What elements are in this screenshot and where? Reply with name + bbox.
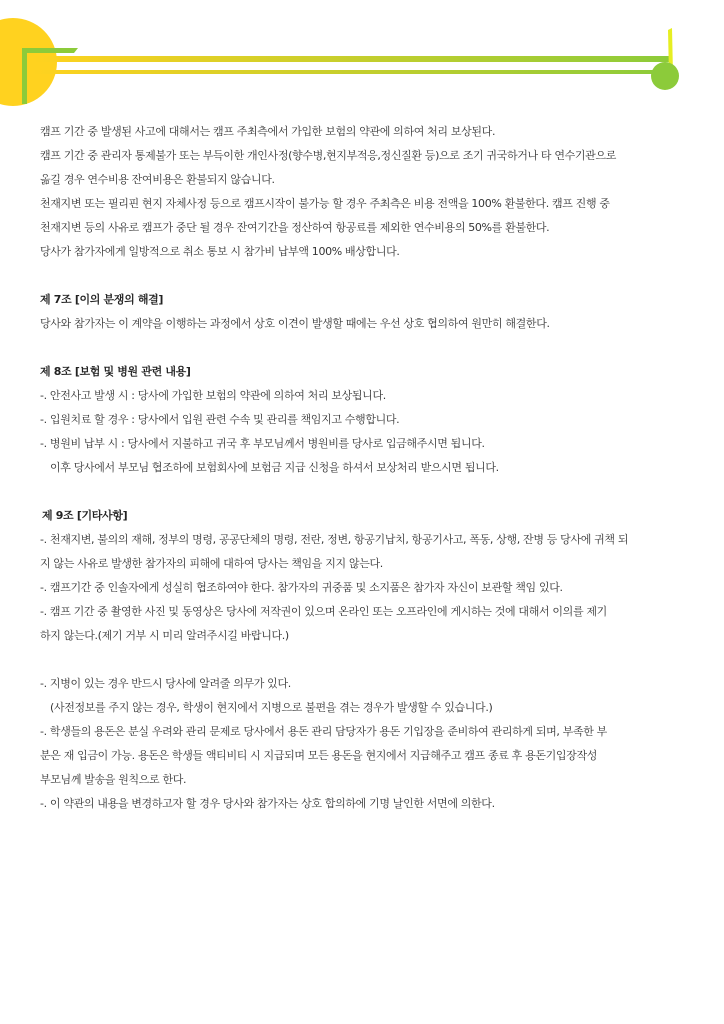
text-line: 당사가 참가자에게 일방적으로 취소 통보 시 참가비 납부액 100% 배상합니다. — [40, 245, 400, 258]
text-line: 지 않는 사유로 발생한 참가자의 피해에 대하여 당사는 책임을 지지 않는다. — [40, 557, 383, 570]
text-line: 분은 재 입금이 가능. 용돈은 학생들 액티비티 시 지급되며 모든 용돈을 현지에서 지급해주고 캠프 종료 후 용돈기입장작성 — [40, 749, 598, 762]
gradient-top-rule — [34, 56, 672, 62]
rule-left-tick — [32, 58, 35, 74]
text-line: 옮길 경우 연수비용 잔여비용은 환불되지 않습니다. — [40, 173, 275, 186]
text-line: 당사와 참가자는 이 계약을 이행하는 과정에서 상호 이견이 발생할 때에는 우선 상호 협의하여 원만히 해결한다. — [40, 317, 550, 330]
text-line: 천재지변 또는 필리핀 현지 자체사정 등으로 캠프시작이 불가능 할 경우 주최측은 비용 전액을 100% 환불한다. 캠프 진행 중 — [40, 197, 610, 210]
refund-section — [40, 120, 685, 264]
text-line: -. 천재지변, 불의의 재해, 정부의 명령, 공공단체의 명령, 전란, 정변, 항공기납치, 항공기사고, 폭동, 상행, 잔병 등 당사에 귀책 되 — [40, 533, 629, 546]
text-line: 부모님께 발송을 원칙으로 한다. — [40, 773, 187, 786]
gradient-bottom-rule — [32, 70, 664, 74]
text-line: 이후 당사에서 부모님 협조하에 보험회사에 보험금 지급 신청을 하셔서 보상처리 받으시면 됩니다. — [50, 461, 499, 474]
additional-notes-section — [40, 672, 685, 816]
text-line: -. 학생들의 용돈은 분실 우려와 관리 문제로 당사에서 용돈 관리 담당자가 용돈 기입장을 준비하여 관리하게 되며, 부족한 부 — [40, 725, 607, 738]
header-decoration — [0, 0, 724, 120]
text-line: 하지 않는다.(제기 거부 시 미리 알려주시길 바랍니다.) — [40, 629, 289, 642]
text-line: 캠프 기간 중 발생된 사고에 대해서는 캠프 주최측에서 가입한 보험의 약관에 의하여 처리 보상된다. — [40, 125, 496, 138]
text-line: -. 안전사고 발생 시 : 당사에 가입한 보험의 약관에 의하여 처리 보상됩니다. — [40, 389, 386, 402]
text-line: 캠프 기간 중 관리자 통제불가 또는 부득이한 개인사정(향수병,현지부적응,정신질환 등)으로 조기 귀국하거나 타 연수기관으로 — [40, 149, 617, 162]
text-line: -. 지병이 있는 경우 반드시 당사에 알려줄 의무가 있다. — [40, 677, 291, 690]
terms-content — [40, 120, 685, 816]
text-line: 천재지변 등의 사유로 캠프가 중단 될 경우 잔여기간을 정산하여 항공료를 제외한 연수비용의 50%를 환불한다. — [40, 221, 550, 234]
text-line: -. 캠프 기간 중 촬영한 사진 및 동영상은 당사에 저작권이 있으며 온라인 또는 오프라인에 게시하는 것에 대해서 이의를 제기 — [40, 605, 607, 618]
text-line: -. 이 약관의 내용을 변경하고자 할 경우 당사와 참가자는 상호 합의하에 기명 날인한 서면에 의한다. — [40, 797, 495, 810]
green-dot-shape — [651, 62, 679, 90]
article-9-section — [40, 504, 685, 648]
article-9-heading: 제 9조 [기타사항] — [42, 509, 128, 522]
article-8-section — [40, 360, 685, 480]
text-line: -. 병원비 납부 시 : 당사에서 지불하고 귀국 후 부모님께서 병원비를 당사로 입금해주시면 됩니다. — [40, 437, 485, 450]
text-line: -. 입원치료 할 경우 : 당사에서 입원 관련 수속 및 관리를 책임지고 수행합니다. — [40, 413, 400, 426]
article-7-heading: 제 7조 [이의 분쟁의 해결] — [40, 293, 164, 306]
text-line: -. 캠프기간 중 인솔자에게 성실히 협조하여야 한다. 참가자의 귀중품 및 소지품은 참가자 자신이 보관할 책임 있다. — [40, 581, 563, 594]
article-7-section — [40, 288, 685, 336]
text-line: (사전정보를 주지 않는 경우, 학생이 현지에서 지병으로 불편을 겪는 경우가 발생할 수 있습니다.) — [50, 701, 493, 714]
article-8-heading: 제 8조 [보험 및 병원 관련 내용] — [40, 365, 191, 378]
